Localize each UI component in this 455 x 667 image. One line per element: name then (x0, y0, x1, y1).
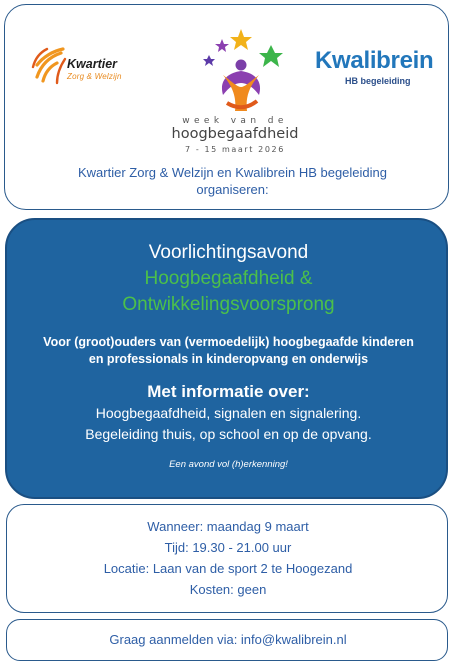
tagline: Een avond vol (h)erkenning! (169, 459, 288, 470)
kwartier-name: Kwartier (67, 57, 118, 71)
event-time: Tijd: 19.30 - 21.00 uur (164, 540, 292, 555)
week-dates: 7 - 15 maart 2026 (185, 145, 285, 154)
kwalibrein-subtitle: HB begeleiding (345, 76, 411, 86)
kwalibrein-name: Kwalibrein (315, 47, 434, 74)
info-line-2: Begeleiding thuis, op school en op de opvang. (85, 426, 372, 442)
details-panel (6, 504, 448, 613)
event-subtitle-line-2: Ontwikkelingsvoorsprong (122, 294, 335, 315)
event-title: Voorlichtingsavond (148, 242, 309, 263)
audience-line-2: en professionals in kinderopvang en onderwijs (88, 352, 369, 366)
kwartier-subtitle: Zorg & Welzijn (67, 72, 122, 81)
organizers-line-2: organiseren: (196, 182, 269, 197)
event-subtitle-line-1: Hoogbegaafdheid & (144, 268, 313, 289)
event-panel (5, 218, 448, 499)
organizers-line-1: Kwartier Zorg & Welzijn en Kwalibrein HB begeleiding (77, 165, 388, 180)
signup-text: Graag aanmelden via: info@kwalibrein.nl (109, 632, 347, 647)
signup-panel (6, 619, 448, 661)
header-panel (4, 4, 449, 210)
info-heading: Met informatie over: (147, 382, 310, 401)
info-line-1: Hoogbegaafdheid, signalen en signalering. (95, 405, 362, 421)
week-title: hoogbegaafdheid (171, 126, 299, 142)
week-stars-figure-logo-icon (197, 25, 285, 115)
event-date: Wanneer: maandag 9 maart (147, 519, 309, 534)
audience-line-1: Voor (groot)ouders van (vermoedelijk) hoogbegaafde kinderen (43, 335, 414, 349)
week-label: week van de (182, 116, 288, 126)
event-cost: Kosten: geen (189, 582, 267, 597)
event-location: Locatie: Laan van de sport 2 te Hoogezand (103, 561, 353, 576)
